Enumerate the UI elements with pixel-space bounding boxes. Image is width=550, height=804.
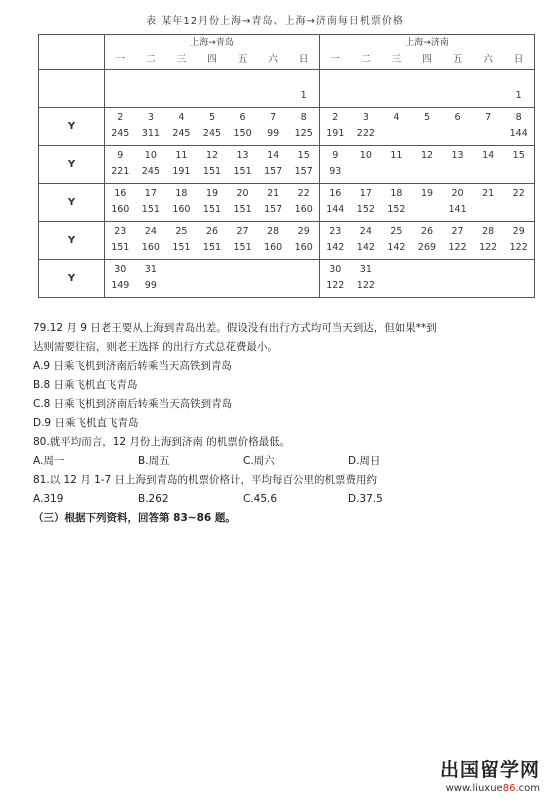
date-number <box>166 264 197 276</box>
fare-price: 151 <box>233 166 252 177</box>
week-row <box>39 146 535 184</box>
week-cell-jinan <box>320 260 535 298</box>
date-number <box>381 264 412 276</box>
q81-options <box>33 490 538 509</box>
fare-price <box>227 280 258 292</box>
date-number: 20 <box>236 188 249 199</box>
fare-price: 269 <box>417 242 437 253</box>
q81-option-c: C.45.6 <box>243 493 278 505</box>
date-number: 2 <box>117 112 124 123</box>
date-number: 7 <box>270 112 277 123</box>
date-number: 5 <box>423 112 431 123</box>
weekday-header-qingdao <box>105 51 319 69</box>
fare-price <box>412 90 443 102</box>
date-number <box>473 264 504 276</box>
corner-cell <box>39 35 105 70</box>
fare-price: 160 <box>294 204 313 215</box>
fare-price <box>197 90 228 102</box>
fare-price: 151 <box>111 242 130 253</box>
date-number <box>412 74 443 86</box>
fare-price: 157 <box>264 166 283 177</box>
watermark-url <box>440 783 540 794</box>
date-number: 22 <box>512 188 525 199</box>
date-number <box>166 74 197 86</box>
fare-price <box>473 166 504 178</box>
fare-price <box>473 90 504 102</box>
fare-price: 152 <box>387 204 406 215</box>
fare-price: 151 <box>202 204 222 215</box>
fare-price: 122 <box>509 242 528 253</box>
date-number: 17 <box>144 188 157 199</box>
q79-option-b: B.8 日乘飞机直飞青岛 <box>33 379 138 391</box>
date-number <box>105 74 136 86</box>
fare-price: 311 <box>141 128 160 139</box>
date-number: 16 <box>114 188 127 199</box>
date-number: 13 <box>451 150 464 161</box>
week-row <box>39 70 535 108</box>
fare-price: 151 <box>141 204 160 215</box>
fare-price: 245 <box>111 128 130 139</box>
weekday-qingdao-6: 六 <box>268 54 278 65</box>
fare-price <box>442 90 473 102</box>
date-number <box>288 74 319 86</box>
fare-price: 151 <box>172 242 191 253</box>
weekday-qingdao-4: 四 <box>207 54 217 65</box>
fare-price: 245 <box>202 128 222 139</box>
date-number: 14 <box>267 150 280 161</box>
fare-price <box>320 90 351 102</box>
fare-price <box>381 280 412 292</box>
date-number: 18 <box>390 188 403 199</box>
watermark-url-part-c: .com <box>515 783 540 794</box>
date-number: 28 <box>267 226 280 237</box>
date-number: 26 <box>205 226 219 237</box>
fare-price <box>442 128 473 140</box>
section-heading: （三）根据下列资料，回答第 83~86 题。 <box>33 512 236 524</box>
route-label-jinan: 上海→济南 <box>405 38 449 48</box>
fare-price: 160 <box>141 242 160 253</box>
fare-price <box>412 204 443 216</box>
date-number <box>473 74 504 86</box>
date-number: 27 <box>236 226 249 237</box>
q81-option-a: A.319 <box>33 493 64 505</box>
week-row <box>39 108 535 146</box>
fare-price <box>105 90 136 102</box>
date-number: 24 <box>359 226 372 237</box>
q79-stem-line1: 79.12 月 9 日老王要从上海到青岛出差。假设没有出行方式均可当天到达，但如果**到 <box>33 322 437 334</box>
fare-price <box>473 128 504 140</box>
date-number <box>288 264 319 276</box>
route-label-qingdao: 上海→青岛 <box>190 38 234 48</box>
weekday-jinan-4: 四 <box>422 54 432 65</box>
date-number: 25 <box>390 226 403 237</box>
date-number: 23 <box>114 226 127 237</box>
date-number: 13 <box>236 150 249 161</box>
fare-price <box>503 166 534 178</box>
date-number: 15 <box>512 150 525 161</box>
fare-price <box>381 166 412 178</box>
week-cell-qingdao <box>105 70 320 108</box>
week-row <box>39 260 535 298</box>
fare-price: 125 <box>294 128 313 139</box>
fare-price: 221 <box>111 166 130 177</box>
q80-stem: 80.就平均而言，12 月份上海到济南 的机票价格最低。 <box>33 436 291 448</box>
date-number: 30 <box>329 264 342 275</box>
weekday-jinan-5: 五 <box>452 54 463 65</box>
weekday-jinan-6: 六 <box>483 54 493 65</box>
week-cell-jinan <box>320 146 535 184</box>
fare-price <box>166 280 197 292</box>
date-number: 12 <box>420 150 434 161</box>
date-number <box>412 264 443 276</box>
fare-price <box>503 204 534 216</box>
class-label: Y <box>39 108 105 146</box>
week-row <box>39 184 535 222</box>
fare-price: 157 <box>264 204 283 215</box>
date-number <box>442 74 473 86</box>
q79-option-a: A.9 日乘飞机到济南后转乘当天高铁到青岛 <box>33 360 232 372</box>
date-number: 11 <box>175 150 188 161</box>
q79-option-c: C.8 日乘飞机到济南后转乘当天高铁到青岛 <box>33 398 233 410</box>
fare-price <box>503 280 534 292</box>
week-cell-qingdao <box>105 146 320 184</box>
fare-price: 122 <box>326 280 345 291</box>
weekday-jinan-3: 三 <box>391 54 402 65</box>
date-number: 19 <box>420 188 434 199</box>
weekday-jinan-1: 一 <box>330 54 341 65</box>
fare-price: 144 <box>509 128 528 139</box>
date-number: 28 <box>482 226 495 237</box>
date-number: 10 <box>359 150 372 161</box>
fare-price: 99 <box>144 280 157 291</box>
weekday-header-jinan <box>320 51 534 69</box>
date-number <box>381 74 412 86</box>
date-number <box>136 74 167 86</box>
site-watermark <box>440 755 540 794</box>
date-number: 2 <box>332 112 339 123</box>
date-number <box>442 264 473 276</box>
date-number: 6 <box>454 112 461 123</box>
date-number: 9 <box>332 150 339 161</box>
fare-price: 142 <box>326 242 345 253</box>
fare-price <box>258 280 289 292</box>
weekday-jinan-2: 二 <box>361 54 371 65</box>
fare-price: 222 <box>356 128 375 139</box>
fare-price: 122 <box>356 280 375 291</box>
date-number <box>197 74 228 86</box>
fare-price: 150 <box>233 128 252 139</box>
date-number: 22 <box>297 188 310 199</box>
date-number <box>258 74 289 86</box>
q80-option-d: D.周日 <box>348 455 381 467</box>
q81-option-b: B.262 <box>138 493 169 505</box>
date-number: 15 <box>297 150 310 161</box>
q80-options <box>33 452 538 471</box>
fare-price <box>473 204 504 216</box>
date-number: 3 <box>147 112 154 123</box>
fare-price: 152 <box>356 204 375 215</box>
fare-price: 142 <box>387 242 406 253</box>
fare-price: 149 <box>111 280 130 291</box>
week-cell-qingdao <box>105 222 320 260</box>
fare-price <box>381 128 412 140</box>
date-number: 26 <box>420 226 434 237</box>
fare-price <box>136 90 167 102</box>
fare-price: 151 <box>233 204 252 215</box>
date-number: 8 <box>515 112 522 123</box>
fare-price <box>166 90 197 102</box>
date-number: 31 <box>359 264 372 275</box>
fare-price: 1 <box>300 90 307 101</box>
date-number <box>258 264 289 276</box>
fare-price <box>197 280 228 292</box>
date-number: 20 <box>451 188 464 199</box>
date-number: 25 <box>175 226 188 237</box>
fare-price: 122 <box>448 242 467 253</box>
watermark-url-part-b: 86 <box>502 783 516 794</box>
date-number: 29 <box>512 226 525 237</box>
fare-price: 157 <box>294 166 313 177</box>
week-cell-qingdao <box>105 260 320 298</box>
date-number: 3 <box>362 112 369 123</box>
fare-price: 151 <box>202 166 222 177</box>
date-number: 31 <box>144 264 157 275</box>
q81-stem: 81.以 12 月 1-7 日上海到青岛的机票价格计，平均每百公里的机票费用约 <box>33 474 378 486</box>
fare-price <box>412 166 443 178</box>
date-number <box>351 74 382 86</box>
q80-option-b: B.周五 <box>138 455 170 467</box>
class-label: Y <box>39 260 105 298</box>
fare-price: 160 <box>294 242 313 253</box>
weekday-jinan-7: 日 <box>513 54 524 65</box>
fare-price: 245 <box>141 166 160 177</box>
week-cell-jinan <box>320 222 535 260</box>
fare-table <box>38 34 535 298</box>
date-number: 4 <box>393 112 400 123</box>
date-number: 30 <box>114 264 127 275</box>
weekday-qingdao-5: 五 <box>237 54 248 65</box>
weekday-qingdao-1: 一 <box>115 54 126 65</box>
date-number: 12 <box>205 150 219 161</box>
watermark-url-part-a: www.liuxue <box>445 783 503 794</box>
date-number: 6 <box>239 112 246 123</box>
class-label <box>39 70 105 108</box>
fare-price: 151 <box>202 242 222 253</box>
week-cell-qingdao <box>105 108 320 146</box>
week-cell-jinan <box>320 108 535 146</box>
route-header-jinan <box>320 35 535 70</box>
date-number <box>503 264 534 276</box>
fare-price: 99 <box>267 128 280 139</box>
date-number: 24 <box>144 226 157 237</box>
date-number <box>227 264 258 276</box>
q80-option-c: C.周六 <box>243 455 275 467</box>
class-label: Y <box>39 184 105 222</box>
q79-option-d: D.9 日乘飞机直飞青岛 <box>33 417 139 429</box>
fare-price: 160 <box>111 204 130 215</box>
date-number: 21 <box>482 188 495 199</box>
date-number: 4 <box>178 112 185 123</box>
questions-block <box>33 319 538 528</box>
fare-price: 144 <box>326 204 345 215</box>
fare-price: 142 <box>356 242 375 253</box>
date-number: 27 <box>451 226 464 237</box>
fare-price <box>351 166 382 178</box>
class-label: Y <box>39 146 105 184</box>
fare-price: 151 <box>233 242 252 253</box>
fare-price <box>473 280 504 292</box>
class-label: Y <box>39 222 105 260</box>
date-number: 9 <box>117 150 124 161</box>
table-title: 表 某年12月份上海→青岛、上海→济南每日机票价格 <box>146 16 404 27</box>
date-number <box>503 74 534 86</box>
date-number: 16 <box>329 188 342 199</box>
date-number: 5 <box>208 112 216 123</box>
fare-price: 191 <box>326 128 345 139</box>
fare-price: 245 <box>172 128 191 139</box>
fare-price <box>351 90 382 102</box>
fare-price <box>227 90 258 102</box>
date-number: 8 <box>300 112 307 123</box>
fare-price <box>442 280 473 292</box>
date-number: 11 <box>390 150 403 161</box>
weekday-qingdao-3: 三 <box>176 54 187 65</box>
fare-price <box>442 166 473 178</box>
fare-price <box>412 128 443 140</box>
fare-price: 93 <box>329 166 342 177</box>
fare-price <box>288 280 319 292</box>
q79-stem-line2: 达则需要往宿，则老王选择 的出行方式总花费最小。 <box>33 341 278 353</box>
fare-price <box>258 90 289 102</box>
q81-option-d: D.37.5 <box>348 493 383 505</box>
fare-price: 1 <box>515 90 522 101</box>
fare-price: 122 <box>479 242 498 253</box>
fare-price: 160 <box>172 204 191 215</box>
date-number <box>227 74 258 86</box>
weekday-qingdao-2: 二 <box>146 54 156 65</box>
fare-price: 160 <box>264 242 283 253</box>
date-number: 18 <box>175 188 188 199</box>
weekday-qingdao-7: 日 <box>298 54 309 65</box>
watermark-logo-text: 出国留学网 <box>439 759 540 781</box>
date-number: 21 <box>267 188 280 199</box>
date-number <box>197 264 228 276</box>
fare-price: 191 <box>172 166 191 177</box>
route-header-qingdao <box>105 35 320 70</box>
q80-option-a: A.周一 <box>33 455 65 467</box>
fare-price <box>412 280 443 292</box>
fare-price <box>381 90 412 102</box>
date-number: 19 <box>205 188 219 199</box>
week-cell-qingdao <box>105 184 320 222</box>
date-number: 23 <box>329 226 342 237</box>
week-cell-jinan <box>320 184 535 222</box>
date-number: 29 <box>297 226 310 237</box>
date-number: 7 <box>485 112 492 123</box>
date-number: 17 <box>359 188 372 199</box>
date-number: 10 <box>144 150 157 161</box>
date-number <box>320 74 351 86</box>
date-number: 14 <box>482 150 495 161</box>
week-cell-jinan <box>320 70 535 108</box>
week-row <box>39 222 535 260</box>
fare-price: 141 <box>448 204 467 215</box>
